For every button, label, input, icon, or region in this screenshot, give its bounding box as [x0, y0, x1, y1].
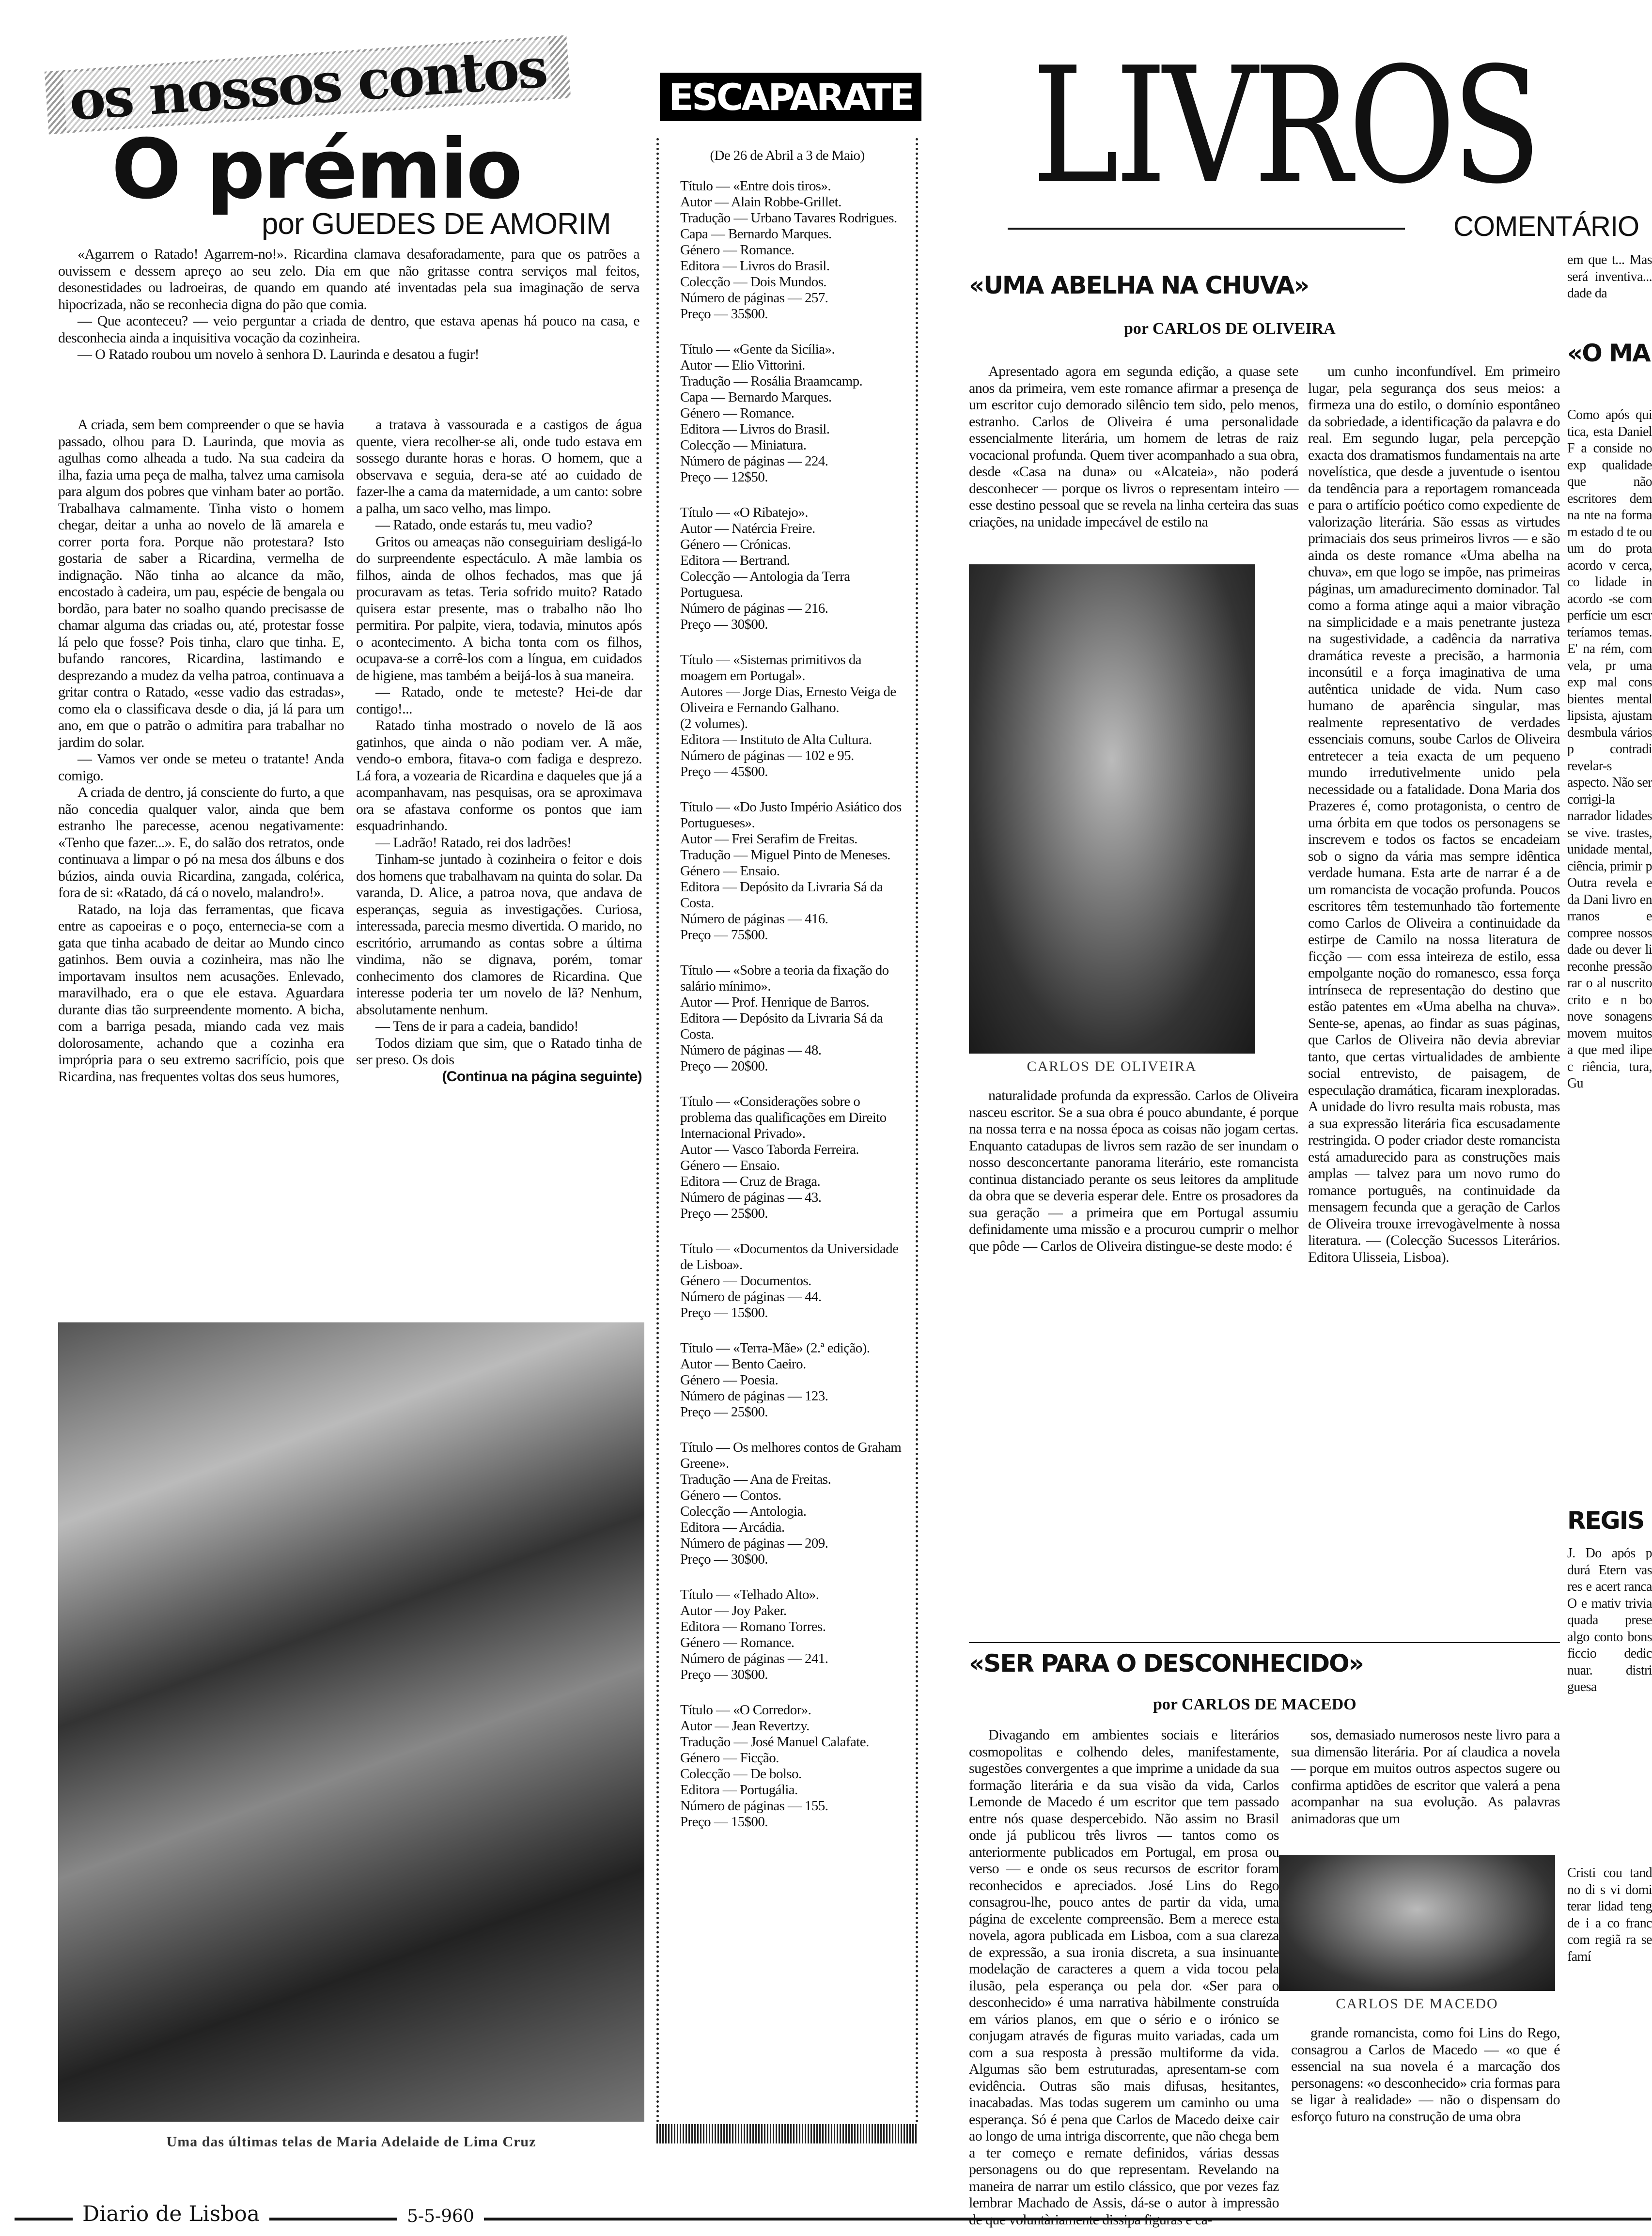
book-entry [666, 1440, 909, 1568]
paragraph: — Que aconteceu? — veio perguntar a criada de dentro, que estava apenas há pouco na casa, e desconhecia ainda a inquisitiva vocação da cozinheira. [58, 313, 639, 346]
book-entry-line: Editora — Cruz de Braga. [680, 1174, 821, 1189]
book-entry-line: Género — Romance. [680, 1635, 795, 1650]
book-entry-line: Colecção — Antologia da Terra Portuguesa. [680, 569, 850, 600]
book-entry [666, 799, 909, 943]
book-entry-line: Género — Documentos. [680, 1273, 811, 1289]
book-entry-line: Número de páginas — 257. [680, 290, 828, 306]
paragraph: grande romancista, como foi Lins do Rego, consagrou a Carlos de Macedo — «o que é essencial na sua novela é a marcação dos personagens: «o desconhecido» cria formas para se ligar à realidade» — não o dispensam do esforço futuro na construção de uma obra [1291, 2025, 1560, 2125]
book-entry-line: Preço — 30$00. [680, 1667, 768, 1682]
book-entry-line: Autores — Jorge Dias, Ernesto Veiga de Oliveira e Fernando Galhano. [680, 684, 896, 715]
book-entry-line: Número de páginas — 241. [680, 1651, 828, 1666]
paragraph: Ratado, na loja das ferramentas, que ficava entre as capoeiras e o poço, enternecia-se com a gata que tinha acabado de deitar ao Mundo cinco gatinhos. Bem ouvia a cozinheira, mas não lhe importavam insultos nem acusações. Enlevado, maravilhado, era o que ele estava. Aguardara durante dias tão surpreendente momento. A bicha, com a barriga pesada, miando cada vez mais dolorosamente, achando que a cozinha era imprópria para o seu extremo sacrifício, pois que Ricardina, nas frequentes voltas dos seus humores, [58, 901, 344, 1085]
book-entry [666, 1340, 909, 1420]
article2-title: «SER PARA O DESCONHECIDO» [969, 1649, 1363, 1677]
book-entry-line: Título — «Telhado Alto». [680, 1587, 819, 1602]
book-entry-line: Autor — Jean Revertzy. [680, 1718, 810, 1734]
book-entry-line: Editora — Romano Torres. [680, 1619, 826, 1634]
book-entry-line: Género — Ensaio. [680, 1158, 780, 1173]
book-entry [666, 652, 909, 780]
story-title: O prémio [111, 122, 521, 217]
book-entry-line: Número de páginas — 224. [680, 453, 828, 469]
book-entry-line: Género — Crónicas. [680, 537, 791, 552]
paragraph: Gritos ou ameaças não conseguiriam desligá-lo do surpreendente espectáculo. A mãe lambia os filhos, ainda de olhos fechados, mas que já procuravam as tetas. Teria sofrido muito? Ratado quisera estar presente, mas o trabalho não lho permitira. Por palpite, viera, todavia, minutos após o acontecimento. A bicha tonta com os filhos, ocupava-se a corrê-los com a língua, em cuidados de higiene, mas também a beijá-los à sua maneira. [356, 533, 642, 683]
book-entry-line: Título — «Documentos da Universidade de Lisboa». [680, 1241, 899, 1273]
book-entry-line: Tradução — Urbano Tavares Rodrigues. [680, 210, 897, 226]
paragraph: naturalidade profunda da expressão. Carlos de Oliveira nasceu escritor. Se a sua obra é pouco abundante, é porque na nossa terra e na nossa época as coisas não jogam certas. Enquanto catadupas de livros sem razão de ser inundam o nosso desconcertante panorama literário, este romancista continua distanciado perante os seus leitores da amplitude da obra que se deveria esperar dele. Entre os prosadores da sua geração — a primeira que em Portugal assumiu definidamente uma missão e a procurou cumprir o melhor que pôde — Carlos de Oliveira distingue-se deste modo: é [969, 1087, 1298, 1254]
book-entry-line: Autor — Elio Vittorini. [680, 357, 805, 373]
side-article-text: Como após qui tica, esta Daniel F a conside no exp qualidade que não escritores dem na nte na forma m estado d te ou um do prota acordo v cerca, co lidade in acordo -se com perfície um escr teríamos temas. E' na rém, com vela, pr uma exp mal cons bientes mental lipsista, ajustam desmbula vários p contradi revelar-s aspecto. Não ser corrigi-la narrador lidades se vive. trastes, unidade mental, ciência, primir p Outra revela e da Dani livro en rranos e compree nossos dade ou dever li reconhe pressão rar o al nuscrito crito e n bo nove sonagens movem muitos a que med ilipe c riência, tura, Gu [1567, 407, 1652, 1091]
book-entry-line: Género — Poesia. [680, 1372, 779, 1388]
book-entry-line: Preço — 15$00. [680, 1305, 768, 1320]
book-entry-line: Título — Os melhores contos de Graham Greene». [680, 1440, 902, 1471]
book-entry-line: Número de páginas — 416. [680, 911, 828, 927]
book-entry-line: Título — «O Corredor». [680, 1702, 811, 1718]
article2-col2-bottom [1291, 2025, 1560, 2143]
side-article-title: «O MA [1567, 339, 1650, 367]
book-entry-line: Género — Ficção. [680, 1750, 779, 1766]
book-entry-line: Número de páginas — 102 e 95. [680, 748, 854, 763]
book-entry-line: Género — Contos. [680, 1488, 781, 1503]
book-entry [666, 963, 909, 1074]
book-entry-line: Género — Ensaio. [680, 863, 780, 879]
article2-col1 [969, 1727, 1279, 2211]
book-entry [666, 505, 909, 633]
story-column-2 [356, 417, 642, 1085]
book-entry-line: Colecção — De bolso. [680, 1766, 802, 1782]
book-entry-line: Título — «Terra-Mãe» (2.ª edição). [680, 1340, 870, 1356]
book-entry-line: Autor — Vasco Taborda Ferreira. [680, 1142, 859, 1157]
article2-photo-caption: CARLOS DE MACEDO [1336, 1996, 1498, 2012]
divider [1008, 228, 1405, 230]
book-entry-line: Capa — Bernardo Marques. [680, 389, 832, 405]
book-entry [666, 178, 909, 322]
book-entry-line: Título — «Do Justo Império Asiático dos Portugueses». [680, 799, 902, 831]
book-entry-line: Preço — 75$00. [680, 927, 768, 943]
book-entry-line: Tradução — Ana de Freitas. [680, 1472, 831, 1487]
book-entry-line: Número de páginas — 209. [680, 1536, 828, 1551]
paragraph: a tratava à vassourada e a castigos de água quente, viera recolher-se ali, onde tudo estava em sossego durante horas e horas. O homem, que a observava e seguia, dera-se até ao cuidado de fazer-lhe a cama da maternidade, a um canto: sobre a palha, um saco velho, mas limpo. [356, 417, 642, 516]
book-entry-line: Editora — Instituto de Alta Cultura. [680, 732, 872, 747]
paragraph: Todos diziam que sim, que o Ratado tinha de ser preso. Os dois [356, 1035, 642, 1068]
book-entry-line: Colecção — Dois Mundos. [680, 274, 826, 290]
paragraph: «Agarrem o Ratado! Agarrem-no!». Ricardina clamava desaforadamente, para que os patrões a ouvissem e dessem apreço ao seu zelo. Dia em que não gritasse contra serviços mal feitos, desonestidades ou ladroeiras, de quando em quando até inventadas pela sua imaginação de serva hipocrizada, não se reconhecia digna do pão que comia. [58, 246, 639, 312]
book-entry-line: Preço — 12$50. [680, 469, 768, 485]
book-entry-line: Capa — Bernardo Marques. [680, 226, 832, 242]
book-entry-line: Colecção — Antologia. [680, 1504, 807, 1519]
carlos-de-macedo-photo [1279, 1855, 1555, 1991]
paragraph: — Tens de ir para a cadeia, bandido! [375, 1018, 578, 1034]
book-entry-line: Título — «Considerações sobre o problema das qualificações em Direito Internacional Privado». [680, 1094, 887, 1141]
book-entry [666, 1241, 909, 1321]
book-entry-line: Número de páginas — 216. [680, 601, 828, 616]
section-header-text: os nossos contos [62, 39, 552, 131]
paragraph: Ratado tinha mostrado o novelo de lã aos gatinhos, que ainda o não podiam ver. A mãe, vendo-o embora, fitava-o com fadiga e desprezo. Lá fora, a vozearia de Ricardina e daqueles que já a acompanhavam, nas pesquisas, ora se aproximava ora se afastava conforme os pontos que iam esquadrinhando. [356, 717, 642, 834]
book-entry [666, 342, 909, 485]
book-entry-line: Autor — Joy Paker. [680, 1603, 787, 1618]
book-entry-line: Tradução — Miguel Pinto de Meneses. [680, 847, 890, 863]
book-entry-line: (2 volumes). [680, 716, 748, 731]
painting-caption: Uma das últimas telas de Maria Adelaide de Lima Cruz [166, 2134, 536, 2150]
paragraph: A criada, sem bem compreender o que se havia passado, olhou para D. Laurinda, que movia as agulhas como alheada a tudo. Na sua cadeira da ilha, fazia uma peça de malha, talvez uma camisola para algum dos pobres que vinham bater ao portão. Trabalhava calmamente. Tinha visto o homem chegar, deitar a unha ao novelo de lã amarela e correr porta fora. Porque não protestara? Isto gostaria de saber a Ricardina, vermelha de indignação. Não tinha ao alcance da mão, encostado à cadeira, um pau, espécie de bengala ou bordão, para bater no soalho quando precisasse de chamar alguma das criadas ou, até, protestar fosse lá pelo que fosse? Pois tinha, claro que tinha. E, bufando rancores, Ricardina, lastimando e desprezando a mudez da velha patroa, continuava a gritar contra o Ratado, «esse vadio das estradas», como ela o classificava desde o dia, já lá para um ano, em que o patrão o admitira para trabalhar no jardim do solar. [58, 417, 344, 750]
masthead: Diario de Lisboa [73, 2202, 269, 2226]
book-entry-line: Autor — Frei Serafim de Freitas. [680, 831, 857, 847]
date-range: (De 26 de Abril a 3 de Maio) [710, 148, 865, 163]
book-entry-line: Título — «Entre dois tiros». [680, 178, 831, 194]
article1-byline: por CARLOS DE OLIVEIRA [1124, 320, 1336, 338]
book-entry-line: Título — «O Ribatejo». [680, 505, 808, 520]
article2-byline: por CARLOS DE MACEDO [1153, 1695, 1356, 1713]
book-entry-line: Preço — 25$00. [680, 1404, 768, 1420]
book-entry-line: Número de páginas — 48. [680, 1042, 822, 1058]
story-column-1 [58, 417, 344, 1085]
paragraph: — Ladrão! Ratado, rei dos ladrões! [375, 834, 572, 851]
paragraph: A criada de dentro, já consciente do furto, a que não concedia qualquer valor, ainda que bem estranho lhe parecesse, acenou negativamente: «Tenho que fazer...». E, do salão dos retratos, onde continuava a limpar o pó na mesa dos álbuns e dos búzios, ainda ouvia Ricardina, zangada, colérica, fora de si: «Ratado, dá cá o novelo, malandro!». [58, 784, 344, 901]
book-entry-line: Editora — Depósito da Livraria Sá da Costa. [680, 879, 883, 911]
divider [969, 1642, 1560, 1643]
book-entry-line: Autor — Bento Caeiro. [680, 1356, 806, 1372]
book-entry-line: Número de páginas — 155. [680, 1798, 828, 1814]
book-entry-line: Título — «Gente da Sicília». [680, 342, 835, 357]
paragraph: Divagando em ambientes sociais e literários cosmopolitas e colhendo deles, manifestamente, sugestões convergentes a que imprime a unidade da sua formação literária e da sua visão da vida, Carlos Lemonde de Macedo é um escritor que tem passado entre nós quase despercebido. Não assim no Brasil onde já publicou três livros — tantos como os anteriormente publicados em Portugal, em prosa ou verso — e onde os seus recursos de escritor foram reconhecidos e apreciados. José Lins do Rego consagrou-lhe, pouco antes de partir da vida, uma página de excelente compreensão. Bem a merece esta novela, agora publicada em Lisboa, com a sua clareza de expressão, a sua ironia discreta, a sua insinuante modelação de caracteres a quem a vida tocou pela ilusão, pela esperança ou pela dor. «Ser para o desconhecido» é uma narrativa hàbilmente construída em vários planos, em que o sério e o irónico se conjugam através de figuras muito variadas, cada um com a sua resposta à pressão multiforme da vida. Algumas são bem estruturadas, apresentam-se com evidência. Outras são mais difusas, hesitantes, inacabadas. Mas todas sugerem um caminho ou uma esperança. Só é pena que Carlos de Macedo deixe cair ao longo de uma intriga discorrente, que não chega bem a ter começo e remate definidos, várias dessas personagens ou do que representam. Revelando na maneira de narrar um estilo clássico, que por vezes faz lembrar Machado de Assis, dá-se o autor à impressão [969, 1727, 1279, 2211]
article1-title: «UMA ABELHA NA CHUVA» [969, 271, 1309, 299]
book-entry [666, 1094, 909, 1222]
continued-note: (Continua na página seguinte) [442, 1068, 642, 1085]
section-header-os-nossos-contos [45, 35, 571, 134]
article2-col2-top [1291, 1727, 1560, 1843]
livros-header: LIVROS [1032, 33, 1538, 219]
article1-photo-caption: CARLOS DE OLIVEIRA [1027, 1058, 1197, 1074]
book-entry-line: Autor — Alain Robbe-Grillet. [680, 194, 842, 210]
book-entry-line: Colecção — Miniatura. [680, 437, 807, 453]
book-entry-line: Preço — 30$00. [680, 617, 768, 632]
paragraph: — Ratado, onde estarás tu, meu vadio? [375, 517, 592, 533]
book-entry [666, 1587, 909, 1683]
escaparate-border-bottom [656, 2124, 918, 2143]
book-entry-line: Título — «Sobre a teoria da fixação do salário mínimo». [680, 963, 889, 994]
paragraph: — Ratado, onde te meteste? Hei-de dar contigo!... [356, 684, 642, 717]
carlos-de-oliveira-photo [969, 564, 1255, 1054]
painting-image [58, 1322, 644, 2122]
paragraph: sos, demasiado numerosos neste livro para a sua dimensão literária. Por aí claudica a novela — porque em muitos outros aspectos sugere ou confirma aptidões de escritor que valerá a pena acompanhar na sua evolução. As palavras animadoras que um [1291, 1727, 1560, 1827]
book-entry-line: Preço — 35$00. [680, 306, 768, 322]
story-byline: por GUEDES DE AMORIM [262, 207, 611, 241]
paragraph: Apresentado agora em segunda edição, a quase sete anos da primeira, vem este romance afirmar a presença de um escritor cujo demorado silêncio tem sido, pelo menos, estranho. Carlos de Oliveira é uma personalidade essencialmente literária, um homem de letras de raiz vocacional profunda. Quem tiver acompanhado a sua obra, desde «Casa na duna» ou «Alcateia», não poderá desconhecer — porque os livros o representam inteiro — esse destino pessoal que se revela na linha certeira das suas criações, na unidade impecável de estilo na [969, 363, 1298, 530]
book-entry-line: Género — Romance. [680, 405, 795, 421]
side-register-item: Cristi cou tand no di s vi domi terar lidad teng de i a co franc com regiã ra se famí [1567, 1865, 1652, 1964]
book-entry [666, 1702, 909, 1830]
book-entry-line: Editora — Livros do Brasil. [680, 258, 830, 274]
paragraph: um cunho inconfundível. Em primeiro lugar, pela segurança dos seus meios: a firmeza una do estilo, o domínio espontâneo da sobriedade, a identificação da palavra e do real. Em segundo lugar, pela percepção exacta dos dramatismos fundamentais na arte novelística, que desde a juventude o isentou da tendência para a reportagem romanceada e para o artifício poético como expediente de valorização literária. São essas as virtudes primaciais dos seus primeiros livros — e são ainda os deste romance «Uma abelha na chuva», em que logo se impõe, nas primeiras páginas, um amadurecimento dominador. Tal como a forma atinge aqui a maior vibração na simplicidade e a mais penetrante justeza na sugestividade, a cadência da narrativa dramática reveste a precisão, a harmonia inconsútil e a força imaginativa de uma autêntica unidade de vida. Num caso humano de aparência singular, mas realmente representativo de verdades essenciais comuns, soube Carlos de Oliveira entretecer a teia exacta de um pequeno mundo irredutivelmente unido pela necessidade ou a fatalidade. Dona Maria dos Prazeres é, como protagonista, o centro de uma órbita em que todos os personagens se inscrevem e todos os factos se encadeiam sob o signo da vária mas sempre idêntica verdade humana. Esta arte de narrar é a de um romancista de vocação profunda. Poucos escritores têm testemunhado tão fortemente como Carlos de Oliveira a continuidade da estirpe de Camilo na nossa literatura de ficção — com essa inteireza de estilo, essa empolgante noção do romanesco, essa força intrínseca de representação do destino que estão patentes em «Uma abelha na chuva». Sente-se, apenas, ao findar as suas páginas, que Carlos de Oliveira não devia abreviar tanto, que certas virtualidades de ambiente social entrevisto, de paisagem, de especulação dramática, ficaram inexploradas. A unidade do livro resulta mais robusta, mas a sua expressão literária fica escusadamente restringida. O poder criador deste romancista está amadurecido para as construções mais amplas — talvez para um novo rumo do romance português, na continuidade da mensagem fecunda que a geração de Carlos de Oliveira trouxe irrevogàvelmente à nossa literatura. — (Colecção Sucessos Literários. Editora Ulisseia, Lisboa). [1308, 363, 1560, 1265]
book-entry-line: Número de páginas — 123. [680, 1388, 828, 1404]
escaparate-header: ESCAPARATE [660, 73, 921, 121]
book-entry-line: Autor — Natércia Freire. [680, 521, 815, 536]
footer-date: 5-5-960 [397, 2206, 484, 2226]
book-entry-line: Autor — Prof. Henrique de Barros. [680, 994, 870, 1010]
livros-subheader: COMENTÁRIO [1453, 211, 1639, 242]
paragraph: — Vamos ver onde se meteu o tratante! Anda comigo. [58, 751, 344, 784]
article1-col1-bottom [969, 1087, 1298, 1640]
book-entry-line: Preço — 30$00. [680, 1552, 768, 1567]
book-entry-line: Editora — Arcádia. [680, 1520, 785, 1535]
paragraph: Tinham-se juntado à cozinheira o feitor e dois dos homens que trabalhavam na quinta do solar. Da varanda, D. Alice, a patroa nova, que andava de esperanças, seguia as investigações. Curiosa, interessada, parecia mesmo divertida. O marido, no escritório, arrumando as contas sobre a última vindima, não se dignava, porém, tomar conhecimento dos clamores de Ricardina. Que interesse poderia ter um novelo de lã? Nenhum, absolutamente nenhum. [356, 851, 642, 1018]
book-entry-line: Género — Romance. [680, 242, 795, 258]
book-entry-line: Editora — Depósito da Livraria Sá da Costa. [680, 1010, 883, 1042]
escaparate-list [656, 138, 918, 2134]
article1-col2 [1308, 363, 1560, 1637]
book-entry-line: Título — «Sistemas primitivos da moagem em Portugal». [680, 652, 861, 683]
book-entry-line: Tradução — Rosália Braamcamp. [680, 373, 863, 389]
book-entry-line: Editora — Livros do Brasil. [680, 421, 830, 437]
book-entry-line: Preço — 15$00. [680, 1814, 768, 1830]
story-intro [58, 246, 639, 363]
book-entry-line: Preço — 25$00. [680, 1206, 768, 1221]
book-entry-line: Número de páginas — 44. [680, 1289, 822, 1304]
book-entry-line: Editora — Portugália. [680, 1782, 798, 1798]
book-entry-line: Preço — 20$00. [680, 1058, 768, 1074]
side-column-top: em que t... Mas será inventiva... dade da [1567, 252, 1652, 301]
book-entry-line: Tradução — José Manuel Calafate. [680, 1734, 869, 1750]
article1-col1-top [969, 363, 1298, 555]
side-register-title: REGIS [1567, 1506, 1644, 1535]
book-entry-line: Editora — Bertrand. [680, 553, 790, 568]
side-register-item: J. Do após p durá Etern vas res e acert ranca O e mativ trivia quada prese algo conto bons ficcio dedic nuar. distri guesa [1567, 1546, 1652, 1694]
paragraph: — O Ratado roubou um novelo à senhora D. Laurinda e desatou a fugir! [78, 346, 479, 362]
book-entry-line: Preço — 45$00. [680, 764, 768, 779]
book-entry-line: Número de páginas — 43. [680, 1190, 822, 1205]
